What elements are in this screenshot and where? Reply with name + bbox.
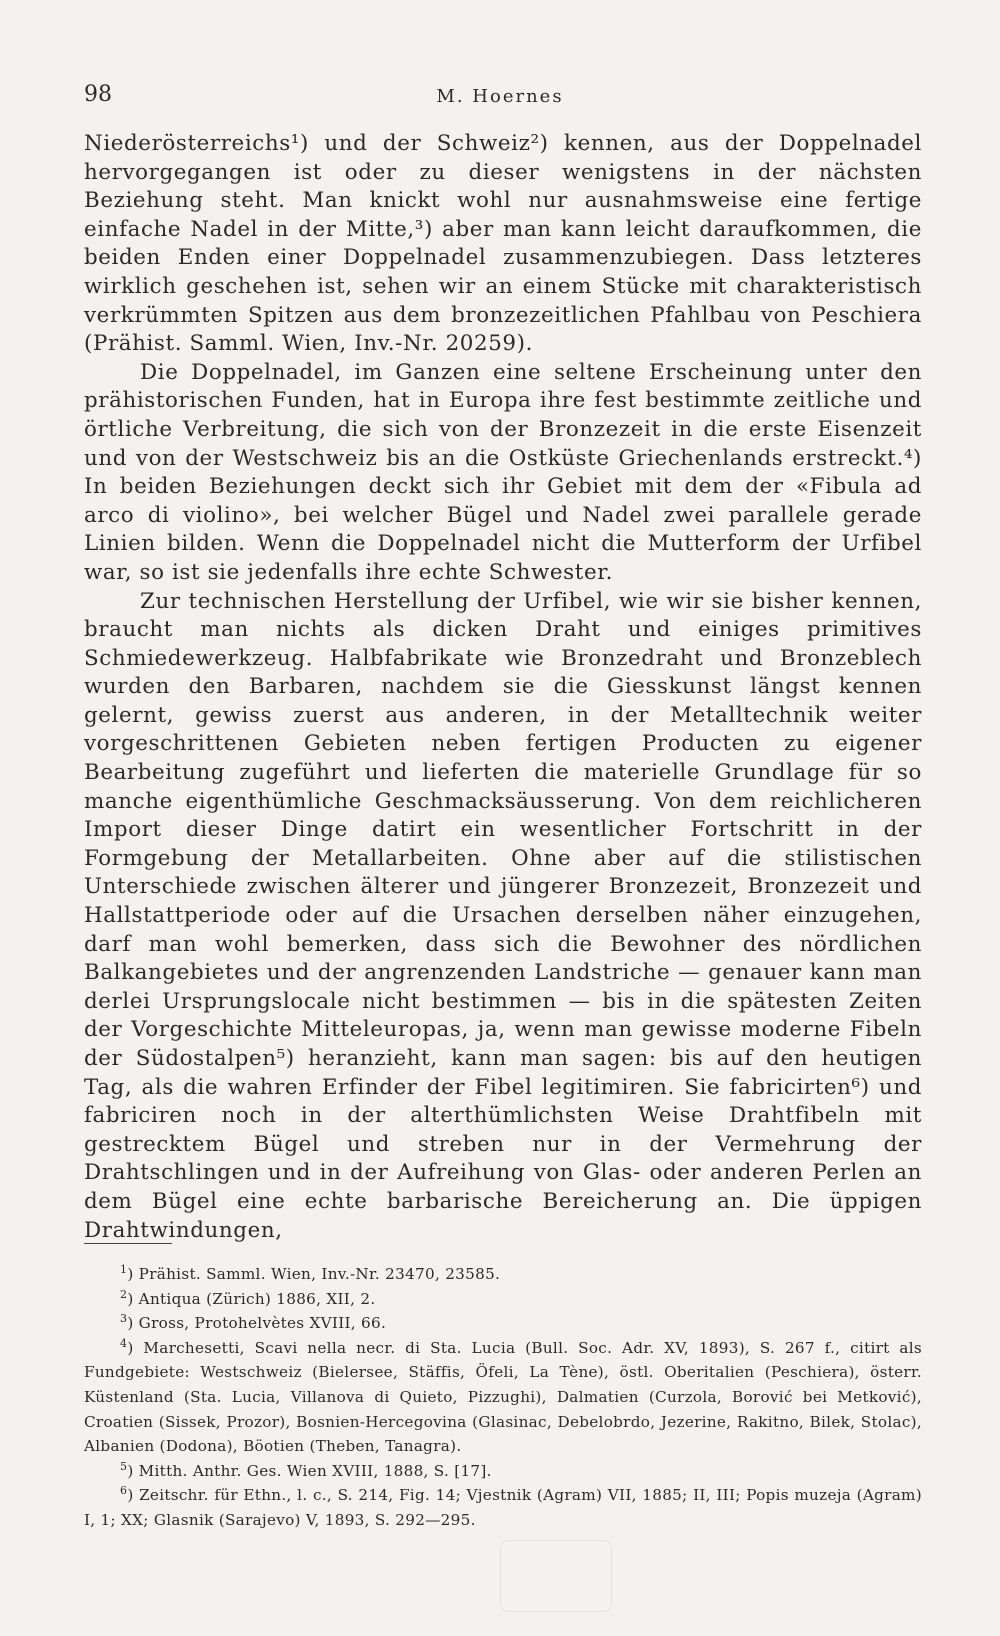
footnote: $^1$) Prähist. Samml. Wien, Inv.-Nr. 23470, 23585. bbox=[120, 1262, 501, 1283]
body-text bbox=[84, 130, 922, 1245]
library-stamp-ghost bbox=[500, 1540, 612, 1612]
paragraph: Niederösterreichs¹) und der Schweiz²) kennen, aus der Doppelnadel hervorgegangen ist oder zu dieser wenigstens in der nächsten Beziehung steht. Man knickt wohl nur ausnahmsweise eine fertige einfache Nadel in der Mitte,³) aber man kann leicht daraufkommen, die beiden Enden einer Doppelnadel zusammenzubiegen. Dass letzteres wirklich geschehen ist, sehen wir an einem Stücke mit charakteristisch verkrümmten Spitzen aus dem bronzezeitlichen Pfahlbau von Peschiera (Prähist. Samml. Wien, Inv.-Nr. 20259). bbox=[84, 131, 922, 357]
running-head: M. Hoernes bbox=[436, 86, 564, 107]
footnote-marker: 3 bbox=[120, 1312, 128, 1326]
footnotes bbox=[84, 1262, 922, 1533]
footnote: $^2$) Antiqua (Zürich) 1886, XII, 2. bbox=[120, 1287, 376, 1308]
footnote-marker: 4 bbox=[120, 1336, 128, 1350]
paragraph: Die Doppelnadel, im Ganzen eine seltene Erscheinung unter den prähistorischen Funden, hat in Europa ihre fest bestimmte zeitliche und örtliche Verbreitung, die sich von der Bronzezeit in die erste Eisenzeit und von der Westschweiz bis an die Ostküste Griechenlands erstreckt.⁴) In beiden Beziehungen deckt sich ihr Gebiet mit dem der «Fibula ad arco di violino», bei welcher Bügel und Nadel zwei parallele gerade Linien bilden. Wenn die Doppelnadel nicht die Mutterform der Urfibel war, so ist sie jedenfalls ihre echte Schwester. bbox=[84, 359, 922, 585]
footnote-text: Marchesetti, Scavi nella necr. di Sta. Lucia (Bull. Soc. Adr. XV, 1893), S. 267 f., citirt als Fundgebiete: Westschweiz (Bielersee, Stäffis, Öfeli, La Tène), östl. Oberitalien (Peschiera), österr. Küstenland (Sta. Lucia, Villanova di Quieto, Pizzughi), Dalmatien (Curzola, Borović bei Metković), Croatien (Sissek, Prozor), Bosnien-Hercegovina (Glasinac, Debelobrdo, Jezerine, Rakitno, Bilek, Stolac), Albanien (Dodona), Böotien (Theben, Tanagra). bbox=[84, 1338, 923, 1456]
footnote: $^4$) Marchesetti, Scavi nella necr. di Sta. Lucia (Bull. Soc. Adr. XV, 1893), S. 267 f., citirt als Fundgebiete: Westschweiz (Bielersee, Stäffis, Öfeli, La Tène), östl. Oberitalien (Peschiera), österr. Küstenland (Sta. Lucia, Villanova di Quieto, Pizzughi), Dalmatien (Curzola, Borović bei Metković), Croatien (Sissek, Prozor), Bosnien-Hercegovina (Glasinac, Debelobrdo, Jezerine, Rakitno, Bilek, Stolac), Albanien (Dodona), Böotien (Theben, Tanagra). bbox=[84, 1336, 923, 1456]
footnote-separator bbox=[84, 1243, 172, 1244]
footnote-text: Mitth. Anthr. Ges. Wien XVIII, 1888, S. [17]. bbox=[138, 1461, 492, 1480]
page-header bbox=[84, 82, 916, 112]
footnote-marker: 5 bbox=[120, 1459, 128, 1473]
page-number: 98 bbox=[84, 82, 112, 107]
footnote-text: Antiqua (Zürich) 1886, XII, 2. bbox=[138, 1289, 376, 1308]
footnote-marker: 6 bbox=[120, 1484, 128, 1498]
footnote: $^6$) Zeitschr. für Ethn., l. c., S. 214, Fig. 14; Vjestnik (Agram) VII, 1885; II, III; Popis muzeja (Agram) I, 1; XX; Glasnik (Sarajevo) V, 1893, S. 292—295. bbox=[84, 1484, 922, 1529]
paragraph: Zur technischen Herstellung der Urfibel, wie wir sie bisher kennen, braucht man nichts als dicken Draht und einiges primitives Schmiedewerkzeug. Halbfabrikate wie Bronzedraht und Bronzeblech wurden den Barbaren, nachdem sie die Giesskunst längst kennen gelernt, gewiss zuerst aus anderen, in der Metalltechnik weiter vorgeschrittenen Gebieten neben fertigen Producten zu eigener Bearbeitung zugeführt und lieferten die materielle Grundlage für so manche eigenthümliche Geschmacksäusserung. Von dem reichlicheren Import dieser Dinge datirt ein wesentlicher Fortschritt in der Formgebung der Metallarbeiten. Ohne aber auf die stilistischen Unterschiede zwischen älterer und jüngerer Bronzezeit, Bronzezeit und Hallstattperiode oder auf die Ursachen derselben näher einzugehen, darf man wohl bemerken, dass sich die Bewohner des nördlichen Balkangebietes und der angrenzenden Landstriche — genauer kann man derlei Ursprungslocale nicht bestimmen — bis in die spätesten Zeiten der Vorgeschichte Mitteleuropas, ja, wenn man gewisse moderne Fibeln der Südostalpen⁵) heranzieht, kann man sagen: bis auf den heutigen Tag, als die wahren Erfinder der Fibel legitimiren. Sie fabricirten⁶) und fabriciren noch in der alterthümlichsten Weise Drahtfibeln mit gestrecktem Bügel und streben nur in der Vermehrung der Drahtschlingen und in der Aufreihung von Glas- oder anderen Perlen an dem Bügel eine echte barbarische Bereicherung an. Die üppigen Drahtwindungen, bbox=[84, 588, 922, 1243]
footnote-text: Gross, Protohelvètes XVIII, 66. bbox=[138, 1314, 387, 1333]
footnote-text: Zeitschr. für Ethn., l. c., S. 214, Fig. 14; Vjestnik (Agram) VII, 1885; II, III; Popis muzeja (Agram) I, 1; XX; Glasnik (Sarajevo) V, 1893, S. 292—295. bbox=[84, 1486, 922, 1529]
footnote-marker: 2 bbox=[120, 1287, 128, 1301]
footnote: $^5$) Mitth. Anthr. Ges. Wien XVIII, 1888, S. [17]. bbox=[120, 1459, 492, 1480]
footnote: $^3$) Gross, Protohelvètes XVIII, 66. bbox=[120, 1312, 387, 1333]
footnote-text: Prähist. Samml. Wien, Inv.-Nr. 23470, 23585. bbox=[138, 1265, 501, 1283]
footnote-marker: 1 bbox=[120, 1262, 128, 1276]
